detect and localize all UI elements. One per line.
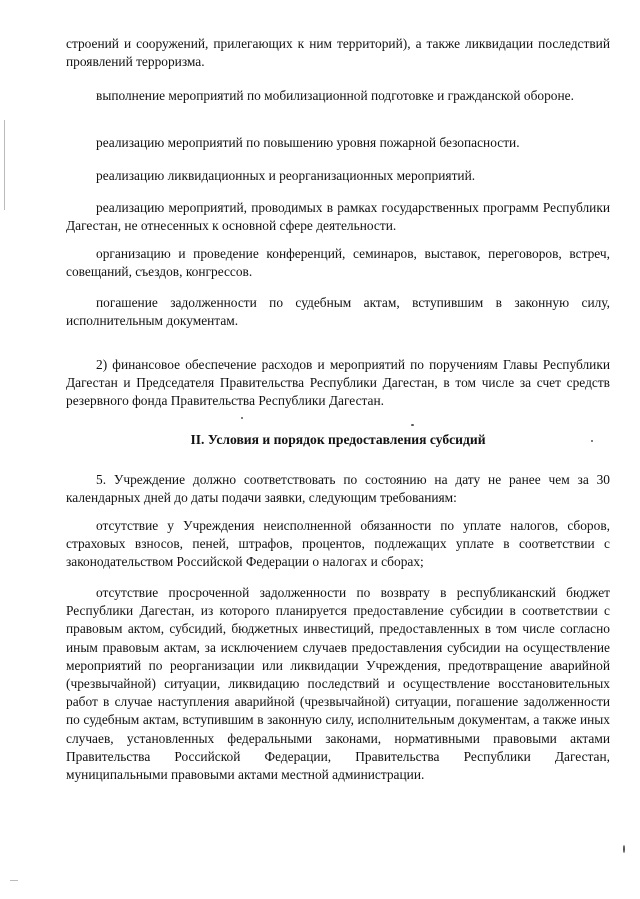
paragraph-requirements-intro: 5. Учреждение должно соответствовать по состоянию на дату не ранее чем за 30 календарных дней до даты подачи заявки, следующим требованиям: [66, 472, 610, 506]
paragraph-fire-safety: реализацию мероприятий по повышению уровня пожарной безопасности. [96, 135, 520, 150]
paragraph-court-debts: погашение задолженности по судебным актам, вступившим в законную силу, исполнительным документам. [66, 295, 610, 329]
paragraph-state-programs: реализацию мероприятий, проводимых в рамках государственных программ Республики Дагестан, не отнесенных к основной сфере деятельности. [66, 200, 610, 234]
paragraph-no-overdue-debt: отсутствие просроченной задолженности по возврату в республиканский бюджет Республики Дагестан, из которого планируется предоставление субсидии в соответствии с правовым актом, субсидий, бюджетных инвестиций, предоставленных в том числе согласно иным правовым актам, за исключением случаев предоставления субсидии на осуществление мероприятий по реорганизации или ликвидации Учреждения, предотвращение аварийной (чрезвычайной) ситуации, ликвидацию последствий и осуществление восстановительных работ в случае наступления аварийной (чрезвычайной) ситуации, погашение задолженности по судебным актам, вступившим в законную силу, исполнительным документам, а также иных случаев, установленных федеральными законами, нормативными правовыми актами Правительства Российской Федерации, Правительства Республики Дагестан, муниципальными правовыми актами местной администрации. [66, 585, 610, 783]
paragraph-conferences: организацию и проведение конференций, семинаров, выставок, переговоров, встреч, совещаний, съездов, конгрессов. [66, 246, 610, 280]
paragraph-no-tax-debt: отсутствие у Учреждения неисполненной обязанности по уплате налогов, сборов, страховых взносов, пеней, штрафов, процентов, подлежащих уплате в соответствии с законодательством Российской Федерации о налогах и сборах; [66, 518, 610, 570]
paragraph-liquidation: реализацию ликвидационных и реорганизационных мероприятий. [96, 168, 476, 183]
section-heading: II. Условия и порядок предоставления субсидий [190, 432, 486, 447]
scan-edge-mark [10, 880, 18, 881]
paragraph-mobilization: выполнение мероприятий по мобилизационной подготовке и гражданской обороне. [96, 88, 574, 103]
scan-speck [411, 424, 414, 426]
scan-speck [623, 845, 625, 853]
scan-edge-mark [4, 120, 5, 210]
scan-speck [241, 417, 243, 419]
paragraph-terrorism: строений и сооружений, прилегающих к ним территорий), а также ликвидации последствий проявлений терроризма. [66, 36, 610, 70]
paragraph-financial-support: 2) финансовое обеспечение расходов и мероприятий по поручениям Главы Республики Дагестан и Председателя Правительства Республики Дагестан, в том числе за счет средств резервного фонда Правительства Республики Дагестан. [66, 357, 610, 409]
scan-speck [591, 440, 593, 442]
